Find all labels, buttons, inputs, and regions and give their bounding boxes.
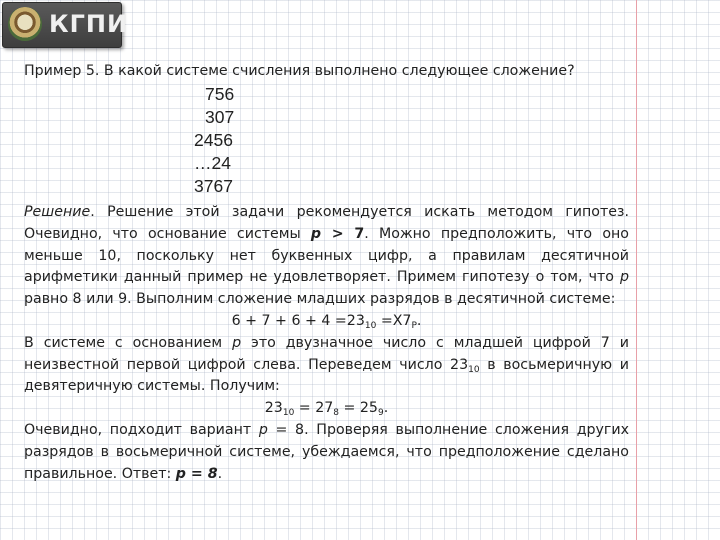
formula-2: $23_{10} = 27_8 = 25_9$. <box>264 400 389 419</box>
logo-text: КГПИ <box>49 10 129 38</box>
solution-line-9b: = 8 <box>267 421 305 438</box>
result-sum: 3767 <box>194 176 233 196</box>
example-label: Пример 5. <box>24 63 100 79</box>
solution-line-9a: Очевидно, подходит вариант <box>24 421 259 438</box>
solution-line-8: девятеричную системы. Получим: <box>24 378 280 395</box>
kgpi-logo <box>2 2 129 48</box>
addend-3: 2456 <box>194 130 233 150</box>
var-p: p <box>258 421 268 438</box>
addend-2: 307 <box>205 107 235 127</box>
solution-block: Решение. Решение этой задачи рекомендуется искать методом гипотез. Очевидно, что основание системы p > 7. Можно предположить, что оно меньше 10, поскольку нет буквенных цифр, а правилам десятичной арифметики данный пример не удовлетворяет. Примем гипотезу о том, что p равно 8 или 9. Выполним сложение младших разрядов в десятичной системе: $6 + 7 + 6 + 4 =23_{10} =Х7_Р$. В системе с основанием p это двузначное число с младшей цифрой 7 и неизвестной первой цифрой слева. Переведем число $23_{10}$ в восьмеричную и девятеричную системы. Получим: $23_{10} = 27_8 = 25_9$. Очевидно, подходит вариант p = 8. Проверяя выполнение сложения других разрядов в восьмеричной системе, убеждаемся, что предположение сделано правильное. Ответ: p = 8. <box>24 204 629 482</box>
solution-line-9c: . Проверяя выполнение сложения других <box>304 421 629 438</box>
example-heading <box>24 61 629 83</box>
formula-1: $6 + 7 + 6 + 4 =23_{10} =Х7_Р$. <box>231 312 422 331</box>
solution-line-1: . Решение этой задачи рекомендуется искать методом гипотез. <box>90 204 629 220</box>
example-question: В какой системе счисления выполнено следующее сложение? <box>99 63 575 79</box>
solution-line-2b: > 7 <box>321 225 365 242</box>
solution-line-6b: это двузначное число с младшей цифрой 7 и <box>241 334 629 351</box>
answer: p = 8 <box>175 465 218 482</box>
solution-label: Решение <box>24 204 91 220</box>
notebook-margin-line <box>636 0 637 540</box>
solution-line-7: неизвестной первой цифрой слева. Переведем число $23_{10}$ в восьмеричную и <box>24 356 629 375</box>
var-p: p <box>619 269 629 286</box>
solution-line-2c: . Можно предположить, что оно <box>364 225 629 242</box>
emblem-icon <box>8 7 42 41</box>
var-p: p <box>310 225 322 242</box>
solution-line-6a: В системе с основанием <box>24 334 233 351</box>
solution-line-2a: Очевидно, что основание системы <box>24 225 311 242</box>
var-p: p <box>232 334 242 351</box>
solution-line-3: меньше 10, поскольку нет буквенных цифр, а правилам десятичной <box>24 247 629 264</box>
solution-line-4: арифметики данный пример не удовлетворяет. Примем гипотезу о том, что <box>24 269 620 286</box>
partial-sum: …24 <box>194 153 231 173</box>
solution-line-10: разрядов в восьмеричной системе, убеждаемся, что предположение сделано <box>24 443 629 460</box>
addend-1: 756 <box>205 84 235 104</box>
solution-line-11: правильное. Ответ: <box>24 465 176 482</box>
solution-line-5: равно 8 или 9. Выполним сложение младших разрядов в десятичной системе: <box>24 291 616 308</box>
